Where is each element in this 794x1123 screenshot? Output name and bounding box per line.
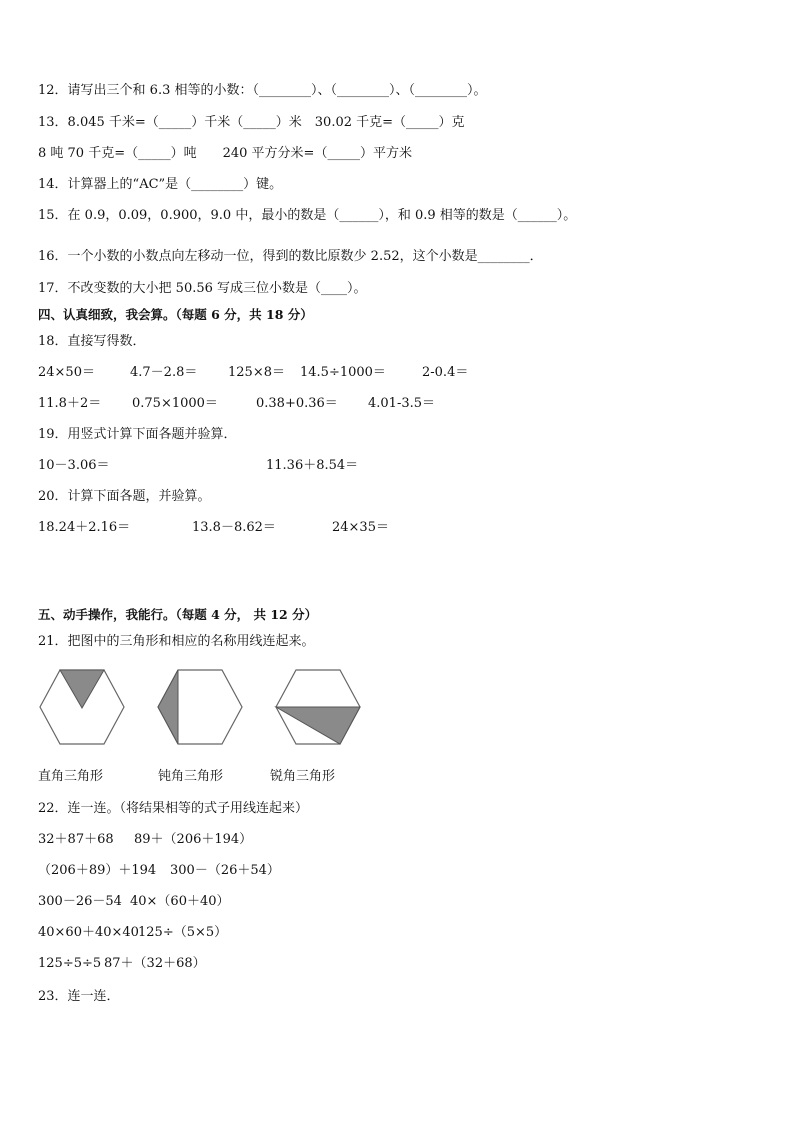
q22-left-expression: 300－26－54 — [38, 894, 122, 909]
q22-right-expression: 300－（26＋54） — [170, 863, 280, 878]
triangle-name-label: 直角三角形 — [38, 769, 104, 784]
question-17: 17．不改变数的大小把 50.56 写成三位小数是（____）。 — [38, 281, 367, 296]
q22-left-expression: 40×60＋40×40 — [38, 925, 139, 940]
q18-row1-item: 2-0.4＝ — [422, 365, 469, 380]
q22-right-expression: 40×（60＋40） — [130, 894, 230, 909]
hexagon-figure-3 — [274, 668, 362, 746]
triangle-name-label: 锐角三角形 — [270, 769, 336, 784]
question-13-line1: 13．8.045 千米=（_____）千米（_____）米 30.02 千克=（_____）克 — [38, 115, 465, 130]
triangle-name-label: 钝角三角形 — [158, 769, 224, 784]
q20-item: 24×35＝ — [332, 520, 389, 535]
q18-row1-item: 125×8＝ — [228, 365, 285, 380]
q18-row1-item: 24×50＝ — [38, 365, 95, 380]
q18-row2-item: 0.38+0.36＝ — [256, 396, 338, 411]
hexagon-figure-2 — [156, 668, 244, 746]
q18-row1-item: 4.7－2.8＝ — [130, 365, 198, 380]
q22-left-expression: （206＋89）＋194 — [38, 863, 157, 878]
q18-row2-item: 11.8＋2＝ — [38, 396, 102, 411]
q18-row2-item: 4.01-3.5＝ — [368, 396, 436, 411]
question-21: 21．把图中的三角形和相应的名称用线连起来。 — [38, 634, 315, 649]
q19-item: 11.36＋8.54＝ — [266, 458, 359, 473]
hexagon-figure-1 — [38, 668, 126, 746]
q22-left-expression: 125÷5÷5 — [38, 956, 102, 971]
question-13-line2: 8 吨 70 千克=（_____）吨 240 平方分米=（_____）平方米 — [38, 146, 412, 161]
q22-right-expression: 89＋（206＋194） — [134, 832, 253, 847]
question-22: 22．连一连。（将结果相等的式子用线连起来） — [38, 801, 309, 816]
q20-item: 13.8－8.62＝ — [192, 520, 276, 535]
section-4-heading: 四、认真细致，我会算。（每题 6 分，共 18 分） — [38, 307, 313, 322]
section-5-heading: 五、动手操作，我能行。（每题 4 分， 共 12 分） — [38, 607, 318, 622]
q22-right-expression: 87＋（32＋68） — [104, 956, 206, 971]
question-15: 15．在 0.9，0.09，0.900，9.0 中，最小的数是（______），和 0.9 相等的数是（______）。 — [38, 208, 577, 223]
shaded-triangle — [158, 670, 178, 744]
q19-item: 10－3.06＝ — [38, 458, 110, 473]
question-16: 16．一个小数的小数点向左移动一位，得到的数比原数少 2.52，这个小数是________． — [38, 249, 543, 264]
q18-row1-item: 14.5÷1000＝ — [300, 365, 386, 380]
question-18: 18．直接写得数． — [38, 334, 146, 349]
question-14: 14．计算器上的“AC”是（________）键。 — [38, 177, 283, 192]
q22-right-expression: 125÷（5×5） — [138, 925, 228, 940]
question-19: 19．用竖式计算下面各题并验算． — [38, 427, 237, 442]
question-23: 23．连一连． — [38, 989, 120, 1004]
q20-item: 18.24＋2.16＝ — [38, 520, 131, 535]
question-20: 20．计算下面各题，并验算。 — [38, 489, 211, 504]
question-12: 12．请写出三个和 6.3 相等的小数：（________）、（________）、（________）。 — [38, 83, 487, 98]
q22-left-expression: 32＋87＋68 — [38, 832, 114, 847]
q18-row2-item: 0.75×1000＝ — [132, 396, 218, 411]
